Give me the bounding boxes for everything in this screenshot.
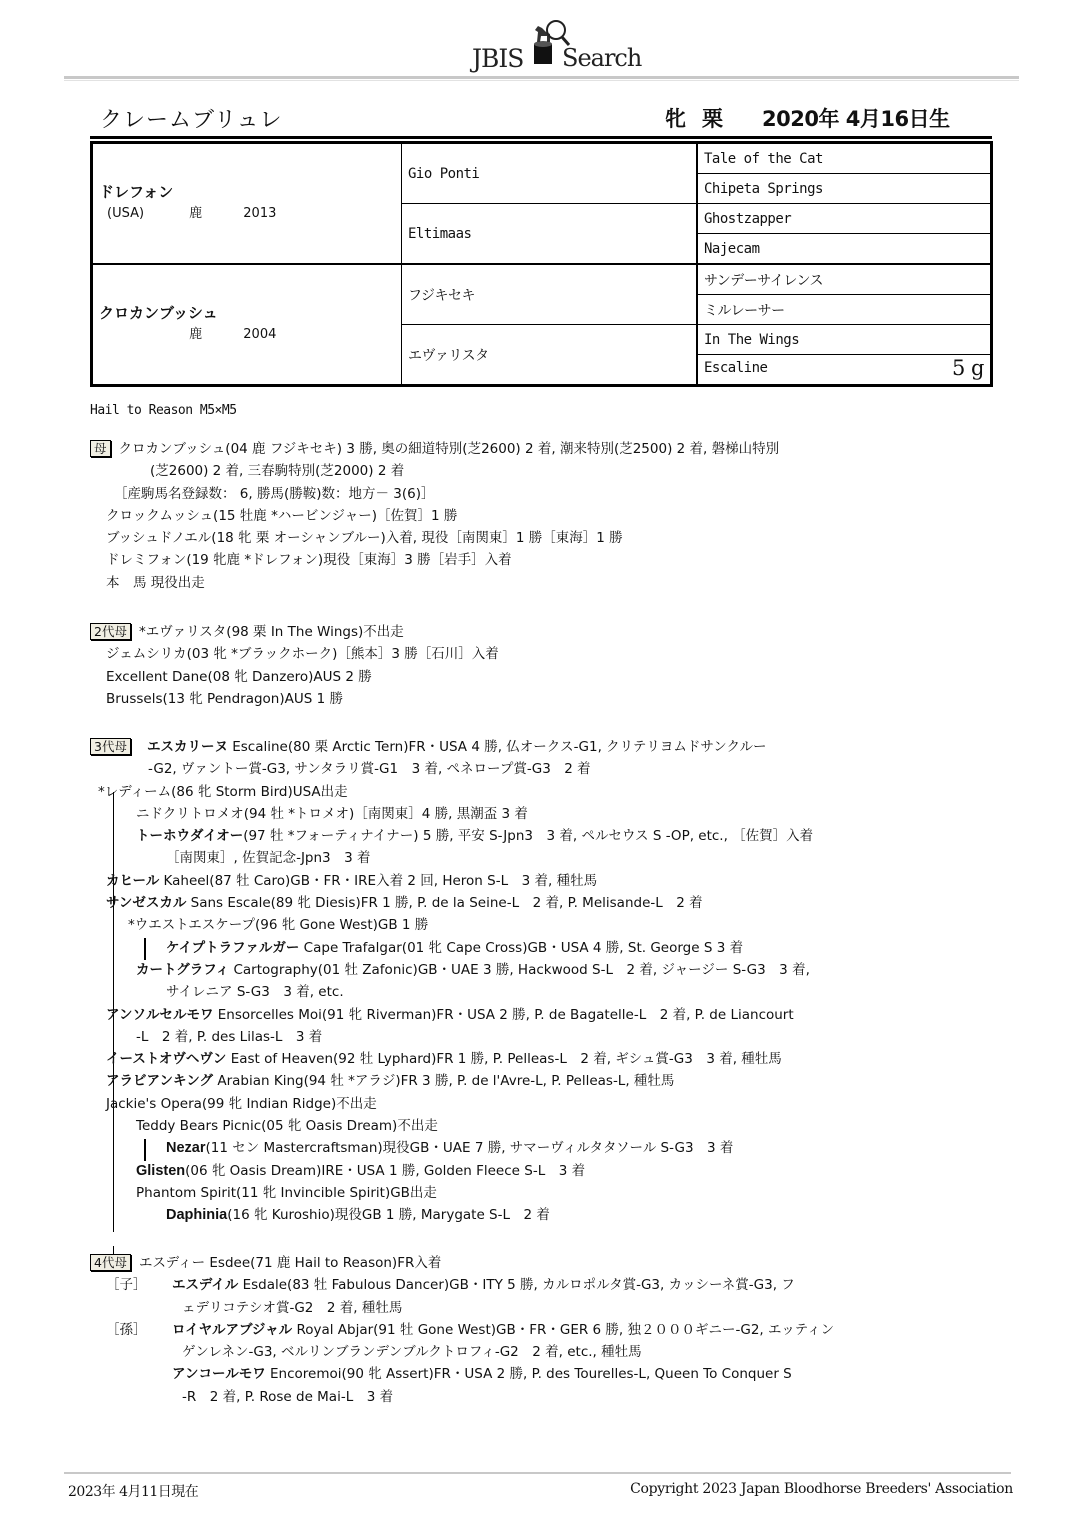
record-continued: -L 2 着, P. des Lilas-L 3 着: [136, 1028, 323, 1045]
sire-sire[interactable]: Gio Ponti: [402, 143, 698, 204]
produce-item: Phantom Spirit(11 牝 Invincible Spirit)GB出走: [136, 1184, 437, 1201]
produce-item: [90, 959, 813, 981]
dam-line: [90, 438, 779, 460]
horse-sex: 牝: [665, 107, 686, 131]
produce-item: ドレミフォン(19 牝鹿 *ドレフォン)現役［東海］3 勝［岩手］入着: [106, 552, 512, 569]
gen3-horse[interactable]: Ghostzapper: [697, 204, 992, 234]
produce-item: [90, 1070, 813, 1092]
produce-item: [90, 1004, 813, 1026]
produce-item: Jackie's Opera(99 牝 Indian Ridge)不出走: [106, 1095, 377, 1112]
produce-item: Brussels(13 牝 Pendragon)AUS 1 勝: [106, 690, 343, 707]
generation-prefix: ［孫］: [106, 1321, 147, 1338]
logo-text-search: Search: [562, 44, 642, 72]
horse-record: (06 牝 Oasis Dream)IRE・USA 1 勝, Golden Fleece S-L 3 着: [185, 1162, 586, 1179]
logo-text-jbis: JBIS: [472, 44, 524, 73]
gen3-horse[interactable]: ミルレーサー: [697, 295, 992, 325]
produce-item: [90, 892, 813, 914]
horse-record: Sans Escale(89 牝 Diesis)FR 1 勝, P. de la Seine-L 2 着, P. Melisande-L 2 着: [186, 895, 703, 912]
gen3-horse[interactable]: Tale of the Cat: [697, 143, 992, 174]
horse-name-bold: アンソルセルモワ: [106, 1006, 214, 1023]
horse-name-bold: ケイプトラファルガー: [166, 939, 300, 956]
sire-year: 2013: [243, 205, 277, 221]
second-dam-tag: 2代母: [90, 623, 131, 640]
horse-record: Royal Abjar(91 牡 Gone West)GB・FR・GER 6 勝, 独２０００ギニー-G2, エッティン: [292, 1321, 835, 1338]
family-number: 5 g: [952, 355, 984, 380]
gen3-horse[interactable]: Najecam: [697, 234, 992, 265]
horse-name-bold: アラビアンキング: [106, 1073, 214, 1090]
horse-coat: 栗: [702, 107, 723, 131]
descendant-item: [90, 1363, 834, 1385]
fourth-dam-tag: 4代母: [90, 1254, 131, 1271]
horse-record: (16 牝 Kuroshio)現役GB 1 勝, Marygate S-L 2 着: [227, 1207, 550, 1224]
produce-item: 本 馬 現役出走: [106, 574, 205, 591]
produce-item: [90, 1137, 813, 1159]
produce-item: クロックムッシュ(15 牡鹿 *ハービンジャー)［佐賀］1 勝: [106, 507, 458, 524]
produce-item: *レディーム(86 牝 Storm Bird)USA出走: [98, 783, 348, 800]
horse-name-bold: Daphinia: [166, 1207, 228, 1224]
third-dam-section: [90, 736, 813, 1227]
fourth-dam-record: エスディー Esdee(71 鹿 Hail to Reason)FR入着: [138, 1255, 442, 1271]
second-dam-section: [90, 621, 499, 710]
gen3-horse[interactable]: サンデーサイレンス: [697, 264, 992, 295]
horse-name-bold: カヒール: [106, 872, 160, 889]
second-dam-line: [90, 621, 499, 643]
horse-name-bold: Nezar: [166, 1140, 206, 1157]
dam-record: クロカンブッシュ(04 鹿 フジキセキ) 3 勝, 奥の細道特別(芝2600) 2 着, 潮来特別(芝2500) 2 着, 磐梯山特別: [118, 441, 780, 457]
horse-name: クレームブリュレ: [100, 108, 283, 133]
produce-item: [90, 870, 813, 892]
generation-prefix: ［子］: [106, 1277, 147, 1294]
horse-name-bold: ロイヤルアブジャル: [172, 1321, 293, 1338]
produce-item: Teddy Bears Picnic(05 牝 Oasis Dream)不出走: [136, 1118, 438, 1135]
horse-name-bold: トーホウダイオー: [136, 828, 244, 845]
descendant-item: [90, 1319, 834, 1341]
horse-title-row: [90, 100, 992, 139]
dam-info: [99, 323, 401, 342]
horse-record: Cape Trafalgar(01 牝 Cape Cross)GB・USA 4 勝, St. George S 3 着: [299, 939, 744, 956]
dam-produce-summary: ［産駒馬名登録数： 6, 勝馬(勝鞍)数：地方－ 3(6)］: [114, 485, 435, 502]
sire-country: (USA): [107, 205, 145, 221]
record-continued: -G2, ヴァントー賞-G3, サンタラリ賞-G1 3 着, ペネロープ賞-G3 2 着: [148, 761, 591, 778]
produce-item: Excellent Dane(08 牝 Danzero)AUS 2 勝: [106, 668, 372, 685]
sire-coat: 鹿: [189, 205, 203, 221]
dam-year: 2004: [243, 326, 277, 342]
produce-item: ブッシュドノエル(18 牝 栗 オーシャンブルー)入着, 現役［南関東］1 勝［東海］1 勝: [106, 530, 623, 547]
dam-cell: [92, 264, 402, 386]
horse-record: (97 牡 *フォーティナイナー) 5 勝, 平安 S-Jpn3 3 着, ペルセウス S -OP, etc., ［佐賀］入着: [243, 828, 814, 845]
produce-item: *ウエストエスケープ(96 牝 Gone West)GB 1 勝: [128, 917, 429, 934]
copyright: Copyright 2023 Japan Bloodhorse Breeders' Association: [630, 1481, 1013, 1497]
produce-item: [90, 1204, 813, 1226]
produce-item: [90, 825, 813, 847]
sire-cell: [92, 143, 402, 265]
horse-record: Cartography(01 牡 Zafonic)GB・UAE 3 勝, Hackwood S-L 2 着, ジャージー S-G3 3 着,: [229, 961, 810, 978]
horse-record: Esdale(83 牡 Fabulous Dancer)GB・ITY 5 勝, カルロポルタ賞-G3, カッシーネ賞-G3, フ: [238, 1277, 795, 1294]
produce-item: ニドクリトロメオ(94 牡 *トロメオ)［南関東］4 勝, 黒潮盃 3 着: [136, 805, 528, 822]
pedigree-table: [90, 141, 993, 387]
produce-item: [90, 1160, 813, 1182]
horse-record: East of Heaven(92 牡 Lyphard)FR 1 勝, P. Pelleas-L 2 着, ギシュ賞-G3 3 着, 種牡馬: [226, 1051, 782, 1068]
dam-sire[interactable]: フジキセキ: [402, 264, 698, 325]
dam-section: [90, 438, 779, 594]
horse-record: Escaline(80 栗 Arctic Tern)FR・USA 4 勝, 仏オークス-G1, クリテリヨムドサンクルー: [227, 739, 767, 755]
produce-item: [90, 937, 813, 959]
dam-line: (芝2600) 2 着, 三春駒特別(芝2000) 2 着: [150, 463, 405, 480]
gen3-horse[interactable]: Escaline: [704, 359, 768, 376]
horse-birthdate: 2020年 4月16日生: [762, 107, 950, 131]
gen3-horse[interactable]: In The Wings: [697, 325, 992, 355]
record-continued: -R 2 着, P. Rose de Mai-L 3 着: [182, 1388, 394, 1405]
second-dam-record: *エヴァリスタ(98 栗 In The Wings)不出走: [138, 624, 404, 640]
gen3-horse[interactable]: Chipeta Springs: [697, 174, 992, 204]
footer-divider: [64, 1472, 1011, 1474]
horse-name-bold: アンコールモワ: [172, 1366, 266, 1383]
header-divider: [64, 76, 1019, 79]
third-dam-line: [90, 736, 813, 758]
dam-name[interactable]: クロカンブッシュ: [99, 303, 218, 322]
sire-dam[interactable]: Eltimaas: [402, 204, 698, 265]
horse-record: (11 セン Mastercraftsman)現役GB・UAE 7 勝, サマーヴィルタタソール S-G3 3 着: [205, 1140, 734, 1157]
produce-item: ジェムシリカ(03 牝 *ブラックホーク)［熊本］3 勝［石川］入着: [106, 646, 499, 663]
horse-name-bold: エスデイル: [172, 1277, 239, 1294]
horse-record: Ensorcelles Moi(91 牝 Riverman)FR・USA 2 勝, P. de Bagatelle-L 2 着, P. de Liancourt: [213, 1006, 794, 1023]
produce-item: [90, 1048, 813, 1070]
record-continued: ［南関東］, 佐賀記念-Jpn3 3 着: [166, 850, 371, 867]
horse-name-bold: エスカリーヌ: [146, 739, 228, 755]
header-divider-light: [64, 80, 1019, 81]
record-continued: ゲンレネン-G3, ベルリンブランデンブルクトロフィ-G2 2 着, etc., 種牡馬: [182, 1344, 642, 1361]
as-of-date: 2023年 4月11日現在: [68, 1484, 199, 1500]
third-dam-tag: 3代母: [90, 738, 131, 755]
horse-record: Arabian King(94 牡 *アラジ)FR 3 勝, P. de l'Avre-L, P. Pelleas-L, 種牡馬: [213, 1073, 675, 1090]
record-continued: サイレニア S-G3 3 着, etc.: [166, 984, 344, 1001]
sire-info: [99, 202, 401, 221]
descendant-item: [90, 1274, 834, 1296]
horse-name-bold: Glisten: [136, 1162, 186, 1179]
fourth-dam-section: [90, 1252, 834, 1408]
fourth-dam-line: [90, 1252, 834, 1274]
dam-dam[interactable]: エヴァリスタ: [402, 325, 698, 386]
horse-record: Kaheel(87 牡 Caro)GB・FR・IRE入着 2 回, Heron S-L 3 着, 種牡馬: [159, 872, 598, 889]
dam-tag: 母: [90, 440, 111, 457]
horse-name-bold: イーストオヴヘヴン: [106, 1051, 227, 1068]
jbis-search-logo[interactable]: [470, 18, 640, 74]
sire-name[interactable]: ドレフォン: [99, 182, 174, 201]
horse-name-bold: カートグラフィ: [136, 961, 230, 978]
gen3-horse-family: [697, 355, 992, 386]
record-continued: ェデリコテシオ賞-G2 2 着, 種牡馬: [182, 1299, 403, 1316]
horse-name-bold: サンゼスカル: [106, 895, 187, 912]
dam-coat: 鹿: [189, 326, 203, 342]
inbreeding-note: Hail to Reason M5×M5: [90, 403, 237, 418]
horse-record: Encoremoi(90 牝 Assert)FR・USA 2 勝, P. des Tourelles-L, Queen To Conquer S: [265, 1366, 792, 1383]
